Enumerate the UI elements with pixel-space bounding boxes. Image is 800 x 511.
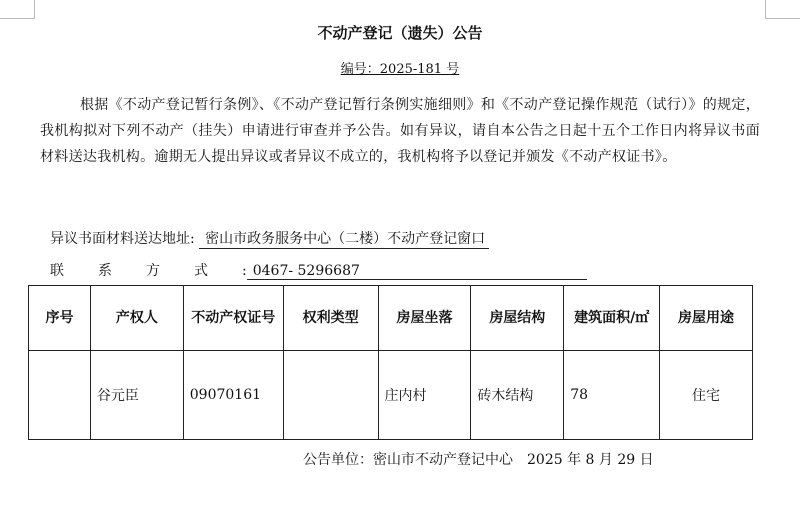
- cell-structure: 砖木结构: [471, 351, 564, 440]
- cell-area: 78: [564, 351, 660, 440]
- cell-serial: [29, 351, 91, 440]
- notice-number: 编号：2025-181 号: [340, 62, 460, 77]
- header-area: 建筑面积/㎡: [564, 286, 660, 351]
- header-certificate-no: 不动产权证号: [183, 286, 283, 351]
- contact-colon: :: [242, 263, 247, 279]
- header-owner: 产权人: [90, 286, 183, 351]
- table-row: [29, 351, 753, 440]
- notice-body: 根据《不动产登记暂行条例》、《不动产登记暂行条例实施细则》和《不动产登记操作规范（试行）》的规定，我机构拟对下列不动产（挂失）申请进行审查并予公告。如有异议，请自本公告之日起十五个工作日内将异议书面材料送达我机构。逾期无人提出异议或者异议不成立的，我机构将予以登记并颁发《不动产权证书》。: [40, 97, 760, 165]
- issuer-footer: 公告单位：密山市不动产登记中心 2025 年 8 月 29 日: [303, 452, 654, 468]
- header-right-type: 权利类型: [283, 286, 378, 351]
- property-table: [28, 285, 753, 440]
- cell-usage: 住宅: [660, 351, 753, 440]
- page-corner-mark-right: [765, 0, 800, 19]
- notice-title: 不动产登记（遗失）公告: [317, 24, 483, 42]
- cell-right-type: [283, 351, 378, 440]
- table-header-row: [29, 286, 753, 351]
- contact-phone: 0467- 5296687: [247, 263, 587, 280]
- header-serial: 序号: [29, 286, 91, 351]
- objection-address-row: [50, 228, 489, 249]
- header-structure: 房屋结构: [471, 286, 564, 351]
- cell-location: 庄内村: [378, 351, 471, 440]
- cell-certificate-no: 09070161: [183, 351, 283, 440]
- contact-row: [50, 260, 587, 280]
- page-corner-mark-left: [0, 0, 35, 19]
- header-usage: 房屋用途: [660, 286, 753, 351]
- cell-owner: 谷元臣: [90, 351, 183, 440]
- contact-label: 联系方式: [50, 263, 242, 279]
- header-location: 房屋坐落: [378, 286, 471, 351]
- objection-address-label: 异议书面材料送达地址:: [50, 231, 195, 247]
- objection-address-value: 密山市政务服务中心（二楼）不动产登记窗口: [199, 228, 489, 249]
